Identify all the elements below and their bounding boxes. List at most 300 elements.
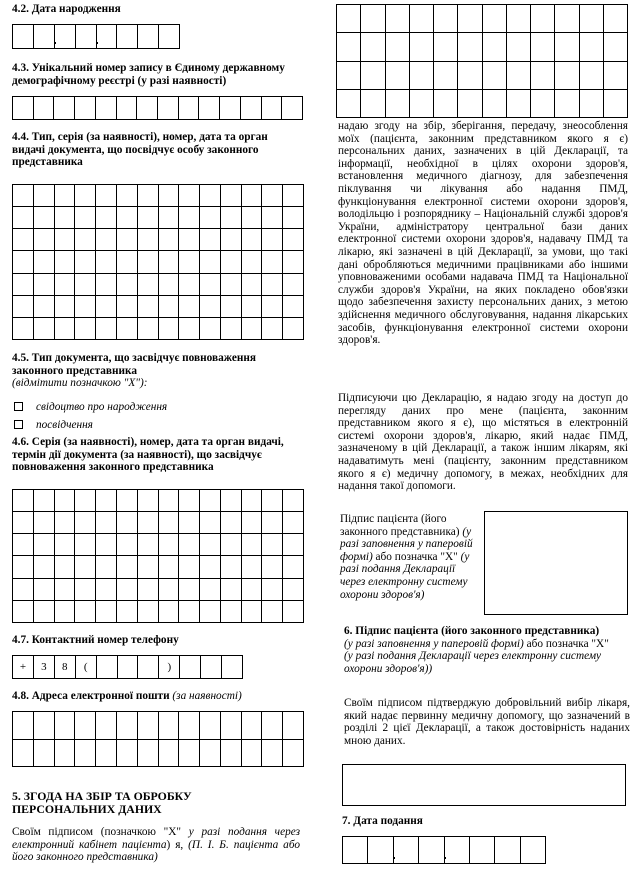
input-cell[interactable] — [159, 512, 180, 534]
input-cell[interactable] — [410, 90, 434, 118]
input-cell[interactable] — [283, 712, 304, 740]
input-cell[interactable] — [179, 207, 200, 229]
input-cell[interactable] — [75, 251, 96, 273]
input-cell[interactable] — [34, 229, 55, 251]
input-cell[interactable] — [96, 579, 117, 601]
input-cell[interactable] — [200, 490, 221, 512]
input-cell[interactable] — [34, 25, 55, 49]
input-cell[interactable] — [55, 296, 76, 318]
input-cell[interactable] — [470, 837, 495, 864]
input-cell[interactable] — [445, 837, 470, 864]
input-cell[interactable] — [159, 25, 180, 49]
input-cell[interactable] — [117, 251, 138, 273]
input-cell[interactable] — [159, 712, 180, 740]
input-cell[interactable] — [221, 740, 242, 768]
input-cell[interactable] — [138, 740, 159, 768]
input-cell[interactable] — [531, 5, 555, 33]
input-cell[interactable] — [507, 5, 531, 33]
input-cell[interactable] — [179, 274, 200, 296]
input-cell[interactable] — [179, 185, 200, 207]
input-cell[interactable] — [262, 534, 283, 556]
input-cell[interactable] — [13, 229, 34, 251]
input-cell[interactable] — [200, 512, 221, 534]
input-cell[interactable] — [201, 656, 222, 679]
input-cell[interactable] — [179, 740, 200, 768]
input-cell[interactable] — [75, 601, 96, 623]
input-cell[interactable] — [34, 556, 55, 578]
input-cell[interactable] — [75, 512, 96, 534]
input-cell[interactable] — [179, 534, 200, 556]
input-cell[interactable] — [242, 274, 263, 296]
input-cell[interactable] — [34, 712, 55, 740]
input-cell[interactable] — [159, 740, 180, 768]
input-cell[interactable] — [34, 318, 55, 340]
input-cell[interactable] — [96, 490, 117, 512]
input-cell[interactable] — [138, 534, 159, 556]
input-cell[interactable] — [531, 33, 555, 61]
input-cell[interactable] — [96, 556, 117, 578]
input-cell[interactable] — [55, 579, 76, 601]
input-cell[interactable] — [483, 5, 507, 33]
input-cell[interactable] — [531, 90, 555, 118]
input-cell[interactable] — [410, 5, 434, 33]
input-cell[interactable] — [434, 62, 458, 90]
input-cell[interactable] — [75, 207, 96, 229]
input-cell[interactable] — [555, 5, 579, 33]
input-cell[interactable] — [410, 62, 434, 90]
input-cell[interactable] — [34, 490, 55, 512]
input-cell[interactable] — [138, 296, 159, 318]
input-cell[interactable] — [200, 251, 221, 273]
input-cell[interactable] — [242, 601, 263, 623]
input-cell[interactable] — [75, 579, 96, 601]
input-cell[interactable] — [117, 740, 138, 768]
input-cell[interactable] — [117, 229, 138, 251]
input-cell[interactable] — [241, 97, 262, 120]
input-cell[interactable] — [604, 5, 628, 33]
input-cell[interactable] — [138, 251, 159, 273]
input-cell[interactable] — [96, 296, 117, 318]
input-cell[interactable] — [394, 837, 419, 864]
input-cell[interactable] — [179, 712, 200, 740]
input-cell[interactable] — [262, 185, 283, 207]
input-cell[interactable] — [262, 318, 283, 340]
phone-field[interactable] — [12, 655, 243, 679]
input-cell[interactable] — [34, 185, 55, 207]
input-cell[interactable] — [262, 274, 283, 296]
input-cell[interactable] — [242, 185, 263, 207]
input-cell[interactable] — [199, 97, 220, 120]
input-cell[interactable] — [75, 185, 96, 207]
input-cell[interactable] — [13, 579, 34, 601]
input-cell[interactable] — [337, 90, 361, 118]
input-cell[interactable] — [55, 740, 76, 768]
input-cell[interactable] — [179, 251, 200, 273]
input-cell[interactable] — [179, 579, 200, 601]
input-cell[interactable] — [13, 556, 34, 578]
birth-certificate-checkbox[interactable] — [14, 402, 23, 411]
input-cell[interactable] — [495, 837, 520, 864]
input-cell[interactable] — [76, 25, 97, 49]
input-cell[interactable] — [13, 512, 34, 534]
input-cell[interactable] — [458, 33, 482, 61]
input-cell[interactable] — [55, 318, 76, 340]
input-cell[interactable] — [555, 90, 579, 118]
input-cell[interactable] — [200, 579, 221, 601]
input-cell[interactable] — [96, 712, 117, 740]
input-cell[interactable] — [13, 712, 34, 740]
input-cell[interactable] — [221, 579, 242, 601]
input-cell[interactable] — [55, 712, 76, 740]
input-cell[interactable] — [179, 512, 200, 534]
submission-date-field[interactable] — [342, 836, 546, 864]
input-cell[interactable] — [221, 296, 242, 318]
input-cell[interactable] — [262, 712, 283, 740]
input-cell[interactable] — [283, 274, 304, 296]
input-cell[interactable] — [262, 512, 283, 534]
birth-date-field[interactable] — [12, 24, 180, 49]
input-cell[interactable] — [221, 601, 242, 623]
input-cell[interactable] — [283, 185, 304, 207]
input-cell[interactable] — [159, 229, 180, 251]
input-cell[interactable] — [34, 740, 55, 768]
input-cell[interactable] — [96, 251, 117, 273]
input-cell[interactable] — [159, 207, 180, 229]
input-cell[interactable] — [283, 296, 304, 318]
input-cell[interactable] — [138, 25, 159, 49]
input-cell[interactable] — [262, 579, 283, 601]
input-cell[interactable] — [54, 97, 75, 120]
input-cell[interactable] — [242, 296, 263, 318]
input-cell[interactable] — [242, 318, 263, 340]
input-cell[interactable] — [55, 229, 76, 251]
input-cell[interactable] — [200, 601, 221, 623]
input-cell[interactable] — [283, 251, 304, 273]
input-cell[interactable] — [117, 274, 138, 296]
input-cell[interactable] — [179, 97, 200, 120]
input-cell[interactable] — [262, 296, 283, 318]
input-cell[interactable] — [55, 274, 76, 296]
input-cell[interactable] — [242, 712, 263, 740]
input-cell[interactable] — [343, 837, 368, 864]
input-cell[interactable] — [200, 296, 221, 318]
input-cell[interactable] — [604, 90, 628, 118]
input-cell[interactable] — [159, 274, 180, 296]
input-cell[interactable] — [96, 512, 117, 534]
input-cell[interactable] — [419, 837, 444, 864]
input-cell[interactable] — [96, 274, 117, 296]
input-cell[interactable] — [242, 251, 263, 273]
input-cell[interactable] — [283, 207, 304, 229]
input-cell[interactable] — [180, 656, 201, 679]
input-cell[interactable] — [434, 90, 458, 118]
input-cell[interactable] — [159, 579, 180, 601]
input-cell[interactable] — [96, 207, 117, 229]
input-cell[interactable] — [138, 579, 159, 601]
input-cell[interactable] — [242, 534, 263, 556]
input-cell[interactable] — [361, 5, 385, 33]
input-cell[interactable] — [386, 90, 410, 118]
input-cell[interactable] — [138, 512, 159, 534]
input-cell[interactable] — [221, 534, 242, 556]
input-cell[interactable] — [13, 740, 34, 768]
input-cell[interactable] — [75, 490, 96, 512]
input-cell[interactable] — [555, 33, 579, 61]
input-cell[interactable] — [137, 97, 158, 120]
input-cell[interactable] — [75, 740, 96, 768]
input-cell[interactable] — [262, 97, 283, 120]
input-cell[interactable] — [75, 556, 96, 578]
input-cell[interactable] — [138, 712, 159, 740]
input-cell[interactable] — [159, 490, 180, 512]
input-cell[interactable] — [34, 251, 55, 273]
input-cell[interactable] — [13, 296, 34, 318]
input-cell[interactable] — [242, 207, 263, 229]
input-cell[interactable] — [283, 556, 304, 578]
input-cell[interactable] — [458, 90, 482, 118]
input-cell[interactable] — [361, 90, 385, 118]
input-cell[interactable] — [361, 33, 385, 61]
input-cell[interactable] — [580, 90, 604, 118]
input-cell[interactable] — [117, 512, 138, 534]
input-cell[interactable] — [434, 33, 458, 61]
input-cell[interactable] — [179, 296, 200, 318]
input-cell[interactable] — [179, 229, 200, 251]
input-cell[interactable] — [555, 62, 579, 90]
input-cell[interactable] — [221, 318, 242, 340]
input-cell[interactable] — [242, 579, 263, 601]
input-cell[interactable] — [159, 601, 180, 623]
input-cell[interactable] — [283, 579, 304, 601]
input-cell[interactable] — [158, 97, 179, 120]
input-cell[interactable] — [159, 556, 180, 578]
input-cell[interactable] — [604, 62, 628, 90]
input-cell[interactable] — [55, 490, 76, 512]
input-cell[interactable] — [159, 185, 180, 207]
input-cell[interactable] — [13, 601, 34, 623]
input-cell[interactable] — [55, 185, 76, 207]
input-cell[interactable] — [117, 296, 138, 318]
input-cell[interactable] — [262, 556, 283, 578]
input-cell[interactable] — [13, 185, 34, 207]
input-cell[interactable] — [200, 534, 221, 556]
input-cell[interactable] — [138, 490, 159, 512]
input-cell[interactable] — [138, 229, 159, 251]
input-cell[interactable] — [200, 712, 221, 740]
input-cell[interactable] — [117, 207, 138, 229]
input-cell[interactable] — [386, 62, 410, 90]
input-cell[interactable] — [75, 229, 96, 251]
input-cell[interactable] — [386, 33, 410, 61]
input-cell[interactable] — [55, 207, 76, 229]
input-cell[interactable] — [55, 25, 76, 49]
authority-doc-details-field[interactable] — [12, 489, 304, 623]
input-cell[interactable] — [13, 274, 34, 296]
input-cell[interactable] — [368, 837, 393, 864]
input-cell[interactable] — [117, 318, 138, 340]
input-cell[interactable] — [242, 512, 263, 534]
input-cell[interactable] — [580, 33, 604, 61]
input-cell[interactable] — [221, 207, 242, 229]
certificate-checkbox[interactable] — [14, 420, 23, 429]
input-cell[interactable] — [521, 837, 546, 864]
input-cell[interactable] — [337, 62, 361, 90]
input-cell[interactable] — [221, 512, 242, 534]
input-cell[interactable] — [96, 601, 117, 623]
input-cell[interactable] — [96, 97, 117, 120]
input-cell[interactable] — [55, 601, 76, 623]
input-cell[interactable] — [117, 601, 138, 623]
input-cell[interactable] — [580, 5, 604, 33]
input-cell[interactable] — [262, 229, 283, 251]
input-cell[interactable] — [200, 207, 221, 229]
input-cell[interactable] — [117, 97, 138, 120]
input-cell[interactable] — [179, 318, 200, 340]
input-cell[interactable] — [55, 512, 76, 534]
input-cell[interactable] — [75, 712, 96, 740]
input-cell[interactable] — [75, 318, 96, 340]
input-cell[interactable] — [283, 740, 304, 768]
input-cell[interactable] — [179, 556, 200, 578]
input-cell[interactable] — [55, 251, 76, 273]
input-cell[interactable] — [34, 579, 55, 601]
input-cell[interactable] — [242, 490, 263, 512]
input-cell[interactable] — [283, 601, 304, 623]
input-cell[interactable] — [220, 97, 241, 120]
input-cell[interactable] — [34, 97, 55, 120]
input-cell[interactable] — [138, 185, 159, 207]
input-cell[interactable] — [13, 318, 34, 340]
input-cell[interactable] — [13, 534, 34, 556]
input-cell[interactable] — [138, 318, 159, 340]
input-cell[interactable] — [507, 62, 531, 90]
input-cell[interactable] — [159, 296, 180, 318]
input-cell[interactable] — [200, 740, 221, 768]
input-cell[interactable] — [13, 97, 34, 120]
input-cell[interactable] — [483, 90, 507, 118]
input-cell[interactable] — [75, 296, 96, 318]
input-cell[interactable] — [13, 251, 34, 273]
input-cell[interactable] — [159, 318, 180, 340]
input-cell[interactable] — [262, 601, 283, 623]
input-cell[interactable] — [138, 556, 159, 578]
input-cell[interactable] — [221, 490, 242, 512]
input-cell[interactable] — [96, 229, 117, 251]
input-cell[interactable] — [96, 740, 117, 768]
email-field[interactable] — [12, 711, 304, 767]
input-cell[interactable] — [410, 33, 434, 61]
input-cell[interactable] — [34, 296, 55, 318]
input-cell[interactable] — [337, 33, 361, 61]
id-document-field[interactable] — [12, 184, 304, 340]
final-signature-box[interactable] — [342, 764, 626, 806]
input-cell[interactable] — [507, 33, 531, 61]
input-cell[interactable] — [200, 229, 221, 251]
input-cell[interactable] — [386, 5, 410, 33]
input-cell[interactable] — [221, 229, 242, 251]
input-cell[interactable] — [34, 534, 55, 556]
input-cell[interactable] — [531, 62, 555, 90]
input-cell[interactable] — [283, 490, 304, 512]
input-cell[interactable] — [179, 490, 200, 512]
input-cell[interactable] — [507, 90, 531, 118]
input-cell[interactable] — [200, 318, 221, 340]
input-cell[interactable] — [55, 556, 76, 578]
input-cell[interactable] — [580, 62, 604, 90]
input-cell[interactable] — [138, 274, 159, 296]
input-cell[interactable] — [159, 251, 180, 273]
input-cell[interactable] — [117, 185, 138, 207]
input-cell[interactable] — [221, 251, 242, 273]
input-cell[interactable] — [34, 274, 55, 296]
input-cell[interactable] — [117, 534, 138, 556]
input-cell[interactable] — [96, 534, 117, 556]
input-cell[interactable] — [483, 33, 507, 61]
input-cell[interactable] — [13, 25, 34, 49]
patient-signature-box[interactable] — [484, 511, 628, 615]
input-cell[interactable] — [262, 490, 283, 512]
input-cell[interactable] — [483, 62, 507, 90]
input-cell[interactable] — [75, 534, 96, 556]
input-cell[interactable] — [200, 274, 221, 296]
input-cell[interactable] — [97, 656, 118, 679]
input-cell[interactable] — [221, 274, 242, 296]
input-cell[interactable] — [34, 512, 55, 534]
input-cell[interactable] — [282, 97, 303, 120]
input-cell[interactable] — [221, 185, 242, 207]
input-cell[interactable] — [434, 5, 458, 33]
input-cell[interactable] — [96, 318, 117, 340]
input-cell[interactable] — [117, 556, 138, 578]
input-cell[interactable] — [604, 33, 628, 61]
input-cell[interactable] — [283, 512, 304, 534]
input-cell[interactable] — [96, 185, 117, 207]
input-cell[interactable] — [283, 229, 304, 251]
input-cell[interactable] — [242, 229, 263, 251]
input-cell[interactable] — [221, 712, 242, 740]
input-cell[interactable] — [117, 712, 138, 740]
input-cell[interactable] — [242, 556, 263, 578]
input-cell[interactable] — [458, 5, 482, 33]
input-cell[interactable] — [97, 25, 118, 49]
input-cell[interactable] — [337, 5, 361, 33]
input-cell[interactable] — [222, 656, 243, 679]
input-cell[interactable] — [13, 207, 34, 229]
input-cell[interactable] — [34, 601, 55, 623]
input-cell[interactable] — [117, 25, 138, 49]
input-cell[interactable] — [55, 534, 76, 556]
input-cell[interactable] — [262, 207, 283, 229]
input-cell[interactable] — [242, 740, 263, 768]
input-cell[interactable] — [458, 62, 482, 90]
input-cell[interactable] — [283, 318, 304, 340]
input-cell[interactable] — [221, 556, 242, 578]
input-cell[interactable] — [34, 207, 55, 229]
input-cell[interactable] — [262, 740, 283, 768]
input-cell[interactable] — [13, 490, 34, 512]
input-cell[interactable] — [138, 656, 159, 679]
input-cell[interactable] — [118, 656, 139, 679]
input-cell[interactable] — [179, 601, 200, 623]
input-cell[interactable] — [200, 185, 221, 207]
input-cell[interactable] — [138, 601, 159, 623]
input-cell[interactable] — [117, 490, 138, 512]
input-cell[interactable] — [200, 556, 221, 578]
input-cell[interactable] — [75, 274, 96, 296]
input-cell[interactable] — [75, 97, 96, 120]
input-cell[interactable] — [283, 534, 304, 556]
input-cell[interactable] — [117, 579, 138, 601]
